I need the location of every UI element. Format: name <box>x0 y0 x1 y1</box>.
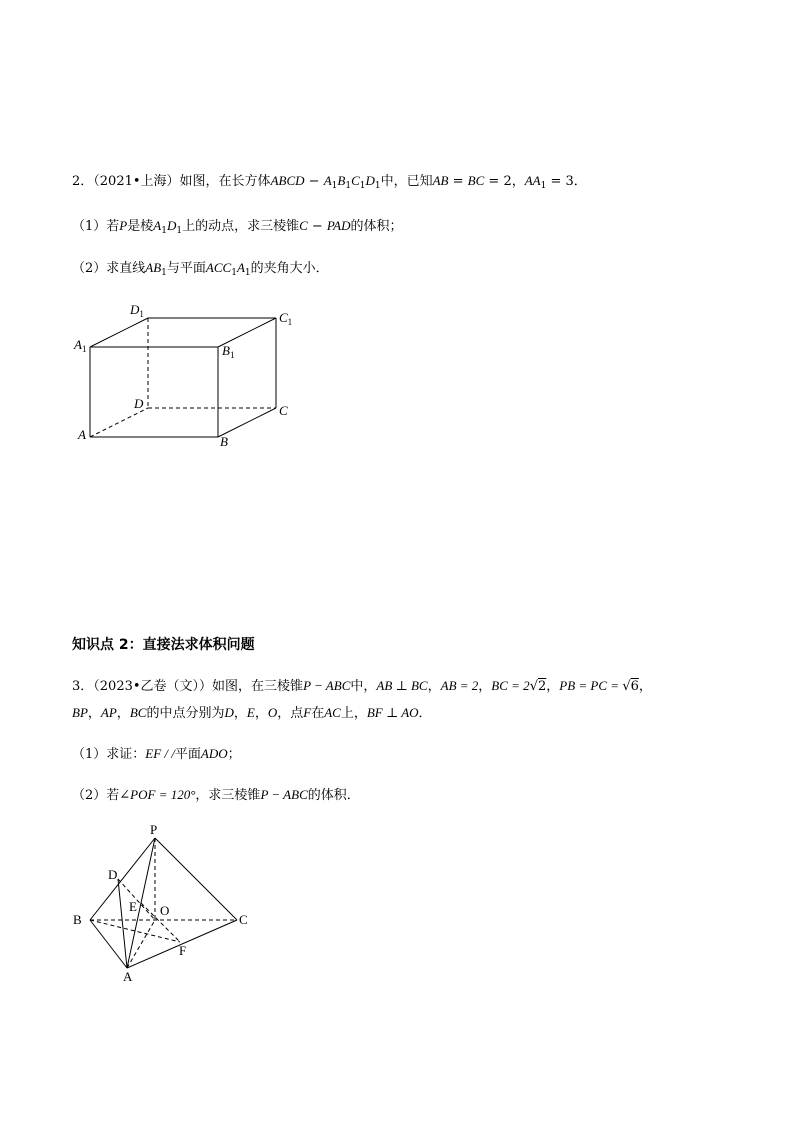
label-c1: $C_1$ <box>279 310 293 327</box>
label-a: A <box>123 969 133 984</box>
problem-number: 3． <box>72 679 94 694</box>
label-e: E <box>129 899 137 914</box>
label-a1: $A_1$ <box>74 337 87 354</box>
label-p: P <box>150 822 158 837</box>
section-heading: 知识点 2：直接法求体积问题 <box>72 637 255 653</box>
label-b: B <box>220 434 228 449</box>
label-o: O <box>160 903 170 918</box>
pyramid-figure <box>66 818 266 988</box>
edge-a1-d1 <box>90 318 148 347</box>
label-b: B <box>73 912 82 927</box>
problem-3-statement-line-2: BP，AP，BC的中点分别为D，E，O，点F在AC上，BF ⊥ AO． <box>72 705 432 721</box>
label-a: A <box>78 427 86 442</box>
problem-source: （2023•乙卷（文）） <box>93 679 213 694</box>
problem-2-statement: 2．（2021•上海）如图，在长方体ABCD − $A_1B_1C_1D_1$中，已知AB = BC = 2，$AA_1 = 3$． <box>72 173 587 191</box>
label-b1: $B_1$ <box>222 343 235 360</box>
problem-number: 2． <box>72 174 94 189</box>
sqrt-2: √2 <box>529 679 547 694</box>
sqrt-6: √6 <box>622 679 639 694</box>
hidden-segment-a-o <box>127 920 155 968</box>
edge-b-a <box>90 920 127 968</box>
problem-2-question-1: （1）若P是棱$A_1D_1$上的动点，求三棱锥C − PAD的体积； <box>72 218 403 236</box>
label-c: C <box>239 912 248 927</box>
hidden-edge-a-d <box>90 408 148 437</box>
label-f: F <box>179 943 187 958</box>
problem-2-question-2: （2）求直线$AB_1$与平面$ACC_1A_1$的夹角大小． <box>72 260 329 278</box>
label-d1: $D_1$ <box>130 302 144 319</box>
problem-3-statement: 3．（2023•乙卷（文））如图，在三棱锥P − ABC中，AB ⊥ BC，AB = 2，BC = 2√2，PB = PC = √6， <box>72 678 652 694</box>
edge-p-b <box>90 838 155 920</box>
problem-3-question-1: （1）求证：EF / /平面ADO； <box>72 746 241 762</box>
segment-d-a <box>118 879 127 968</box>
problem-source: （2021•上海） <box>93 174 180 189</box>
cuboid-figure <box>70 300 310 450</box>
label-c: C <box>279 403 288 418</box>
label-d: D <box>134 396 144 411</box>
problem-3-question-2: （2）若∠POF = 120°，求三棱锥P − ABC的体积． <box>72 787 360 803</box>
label-d: D <box>108 867 118 882</box>
edge-b-c <box>218 408 276 437</box>
